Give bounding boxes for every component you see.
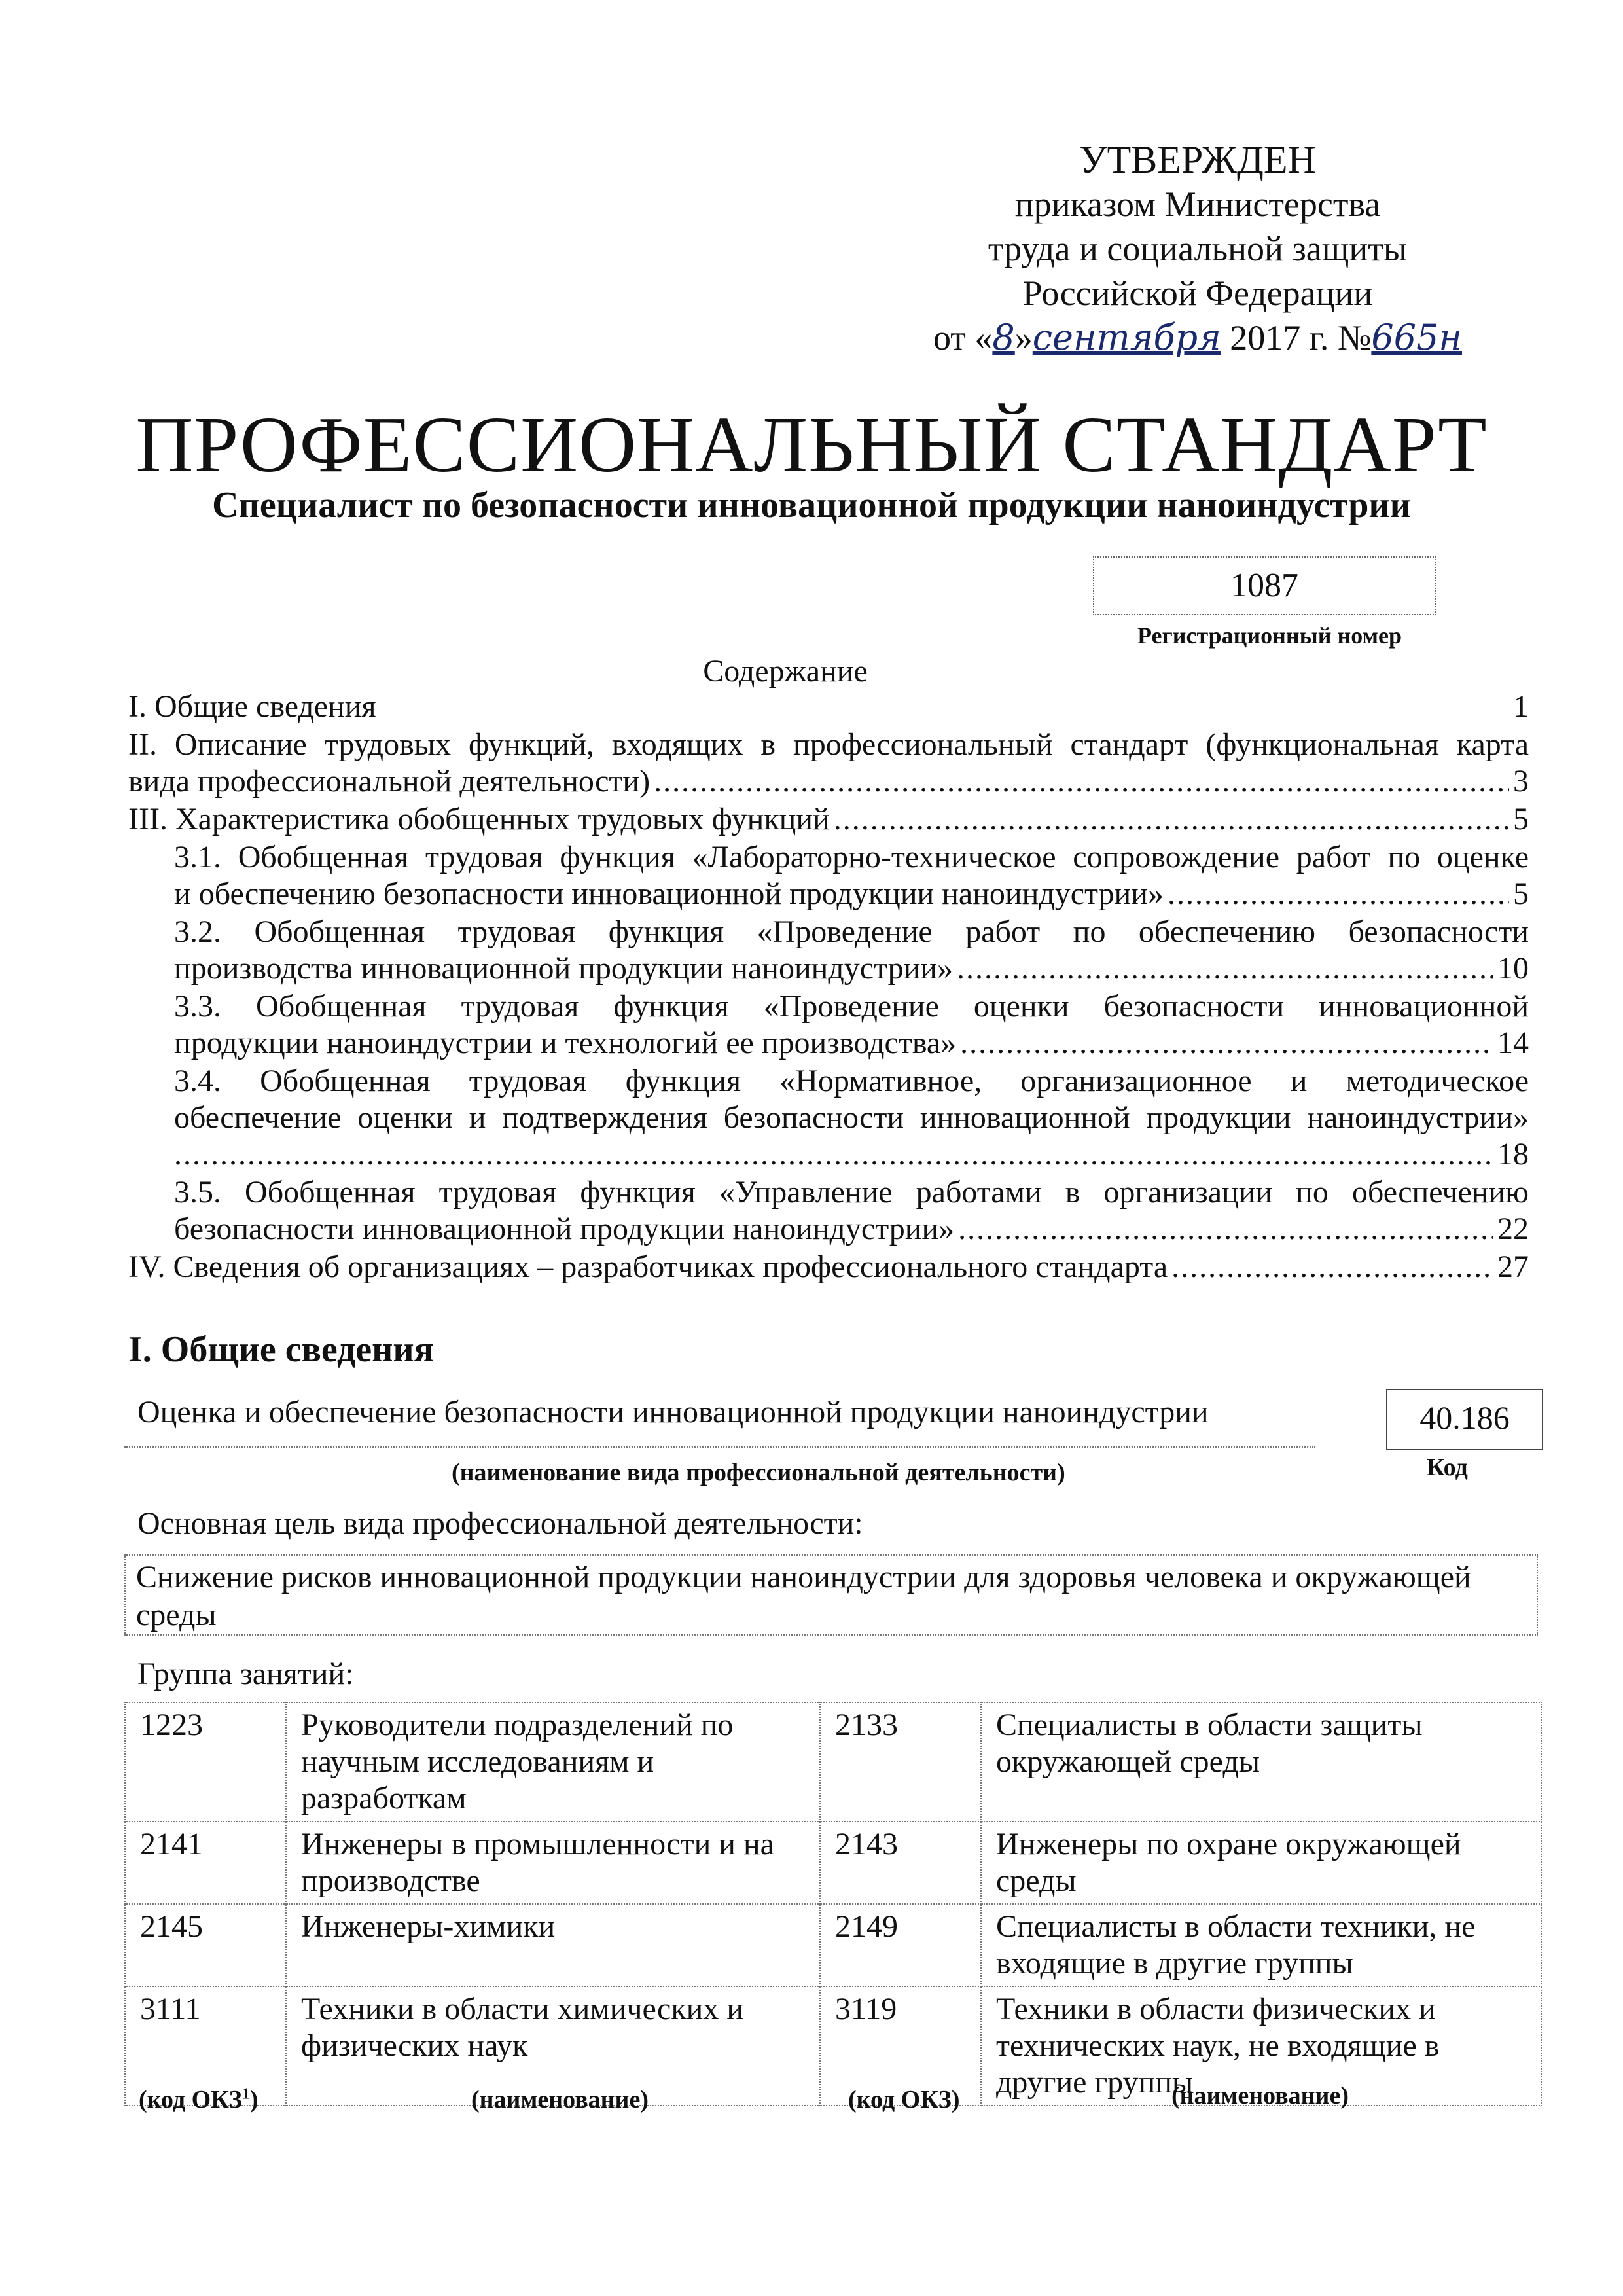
section-heading: I. Общие сведения bbox=[128, 1329, 434, 1370]
toc-entry-text: и обеспечению безопасности инновационной продукции наноиндустрии» bbox=[174, 876, 1164, 911]
toc-entry[interactable] bbox=[128, 726, 1529, 800]
occupation-name-cell: Инженеры по охране окружающей среды bbox=[981, 1821, 1541, 1904]
occupation-group-table bbox=[124, 1702, 1542, 2106]
goal-label: Основная цель вида профессиональной деятельности: bbox=[137, 1506, 863, 1541]
okz-code-cell: 2149 bbox=[820, 1904, 981, 1986]
toc-leader bbox=[1168, 876, 1509, 912]
toc-entry[interactable] bbox=[174, 914, 1529, 987]
occupation-name-cell: Специалисты в области техники, не входящие в другие группы bbox=[981, 1904, 1541, 1986]
okz-code-cell: 2133 bbox=[820, 1702, 981, 1821]
toc-entry-page: 5 bbox=[1513, 876, 1529, 911]
toc-entry-text: безопасности инновационной продукции наноиндустрии» bbox=[174, 1211, 955, 1246]
approval-date bbox=[903, 315, 1492, 360]
footer-label-text: (код ОКЗ bbox=[139, 2086, 242, 2113]
toc-title: Содержание bbox=[703, 654, 868, 689]
date-prefix: от « bbox=[933, 318, 993, 357]
table-row bbox=[125, 1702, 1541, 1821]
table-row bbox=[125, 1821, 1541, 1904]
occupation-name-cell: Техники в области физических и технических наук, не входящие в другие группы bbox=[981, 1986, 1541, 2106]
toc-entry-text: 3.4. Обобщенная трудовая функция «Нормативное, организационное и методическое bbox=[174, 1064, 1529, 1098]
date-quote: » bbox=[1014, 318, 1033, 357]
toc-leader bbox=[654, 763, 1509, 800]
toc-entry-text: 3.1. Обобщенная трудовая функция «Лабораторно-техническое сопровождение работ по оценке bbox=[174, 840, 1529, 874]
toc-entry[interactable] bbox=[174, 988, 1529, 1062]
handwritten-month: сентября bbox=[1032, 317, 1221, 358]
toc-entry-page: 1 bbox=[1513, 689, 1529, 724]
toc-leader bbox=[957, 950, 1493, 987]
toc-entry-page: 3 bbox=[1513, 764, 1529, 798]
approval-line: труда и социальной защиты bbox=[988, 229, 1408, 268]
toc-entry-text: I. Общие сведения bbox=[128, 689, 376, 724]
toc-entry-page: 18 bbox=[1497, 1137, 1529, 1172]
registration-number-label: Регистрационный номер bbox=[1137, 622, 1402, 649]
footer-name-label: (наименование) bbox=[1171, 2082, 1349, 2109]
registration-number-box: 1087 bbox=[1093, 556, 1436, 615]
activity-caption: (наименование вида профессиональной деятельности) bbox=[452, 1459, 1065, 1486]
activity-code-box: 40.186 bbox=[1386, 1389, 1543, 1450]
toc-entry-text: вида профессиональной деятельности) bbox=[128, 764, 651, 798]
toc-leader bbox=[1171, 1249, 1493, 1285]
okz-code-cell: 2143 bbox=[820, 1821, 981, 1904]
handwritten-order-number: 665н bbox=[1371, 317, 1462, 358]
toc-entry-page: 27 bbox=[1497, 1249, 1529, 1284]
toc-leader bbox=[960, 1025, 1493, 1062]
toc-entry[interactable] bbox=[128, 1249, 1529, 1285]
toc-entry-text: IV. Сведения об организациях – разработчиках профессионального стандарта bbox=[128, 1249, 1168, 1284]
footer-okz-code-label: (код ОКЗ) bbox=[848, 2086, 960, 2113]
toc-entry[interactable] bbox=[128, 801, 1529, 838]
occupation-name-cell: Инженеры-химики bbox=[286, 1904, 820, 1986]
footer-okz-code-label bbox=[139, 2085, 259, 2114]
okz-code-cell: 2145 bbox=[125, 1904, 286, 1986]
toc-leader bbox=[958, 1211, 1493, 1247]
approval-head: УТВЕРЖДЕН bbox=[1079, 138, 1316, 181]
occupation-name-cell: Руководители подразделений по научным исследованиям и разработкам bbox=[286, 1702, 820, 1821]
toc-entry-text: 3.3. Обобщенная трудовая функция «Проведение оценки безопасности инновационной bbox=[174, 989, 1529, 1024]
occupation-name-cell: Техники в области химических и физических наук bbox=[286, 1986, 820, 2106]
occupation-name-cell: Специалисты в области защиты окружающей среды bbox=[981, 1702, 1541, 1821]
handwritten-day: 8 bbox=[992, 317, 1015, 358]
toc-entry[interactable] bbox=[128, 689, 1529, 725]
toc-entry-text: продукции наноиндустрии и технологий ее производства» bbox=[174, 1026, 957, 1060]
approval-block bbox=[903, 137, 1492, 360]
activity-code-caption: Код bbox=[1427, 1454, 1468, 1481]
toc-entry-text: обеспечение оценки и подтверждения безопасности инновационной продукции наноиндустрии» bbox=[174, 1100, 1529, 1135]
toc-entry-text: производства инновационной продукции наноиндустрии» bbox=[174, 951, 953, 986]
toc-entry[interactable] bbox=[174, 1063, 1529, 1173]
toc-entry[interactable] bbox=[174, 839, 1529, 912]
toc-entry-text: 3.5. Обобщенная трудовая функция «Управление работами в организации по обеспечению bbox=[174, 1175, 1529, 1210]
approval-line: Российской Федерации bbox=[1022, 274, 1373, 313]
date-year: 2017 г. № bbox=[1230, 318, 1372, 357]
okz-code-cell: 3111 bbox=[125, 1986, 286, 2106]
table-of-contents bbox=[128, 689, 1529, 1287]
activity-underline bbox=[124, 1446, 1315, 1448]
footnote-mark[interactable]: 1 bbox=[241, 2085, 250, 2103]
toc-entry-text: II. Описание трудовых функций, входящих в профессиональный стандарт (функциональная карта bbox=[128, 727, 1529, 762]
goal-text-box: Снижение рисков инновационной продукции наноиндустрии для здоровья человека и окружающей среды bbox=[124, 1554, 1538, 1636]
document-subtitle: Специалист по безопасности инновационной продукции наноиндустрии bbox=[212, 485, 1411, 526]
okz-code-cell: 1223 bbox=[125, 1702, 286, 1821]
activity-name: Оценка и обеспечение безопасности инновационной продукции наноиндустрии bbox=[137, 1395, 1209, 1429]
okz-code-cell: 2141 bbox=[125, 1821, 286, 1904]
okz-code-cell: 3119 bbox=[820, 1986, 981, 2106]
toc-entry-page: 5 bbox=[1513, 802, 1529, 836]
document-title: ПРОФЕССИОНАЛЬНЫЙ СТАНДАРТ bbox=[135, 401, 1488, 489]
approval-line: приказом Министерства bbox=[1014, 185, 1381, 224]
toc-leader bbox=[834, 801, 1509, 838]
toc-entry-page: 14 bbox=[1497, 1026, 1529, 1060]
table-row bbox=[125, 1904, 1541, 1986]
footer-label-text: ) bbox=[249, 2086, 259, 2113]
toc-entry-text: III. Характеристика обобщенных трудовых функций bbox=[128, 802, 830, 836]
toc-entry[interactable] bbox=[174, 1174, 1529, 1247]
toc-entry-page: 22 bbox=[1497, 1211, 1529, 1246]
toc-entry-page: 10 bbox=[1497, 951, 1529, 986]
toc-leader bbox=[174, 1136, 1493, 1173]
footer-name-label: (наименование) bbox=[471, 2086, 649, 2113]
occupation-name-cell: Инженеры в промышленности и на производстве bbox=[286, 1821, 820, 1904]
toc-entry-text: 3.2. Обобщенная трудовая функция «Проведение работ по обеспечению безопасности bbox=[174, 914, 1529, 949]
occupation-group-label: Группа занятий: bbox=[137, 1657, 354, 1691]
